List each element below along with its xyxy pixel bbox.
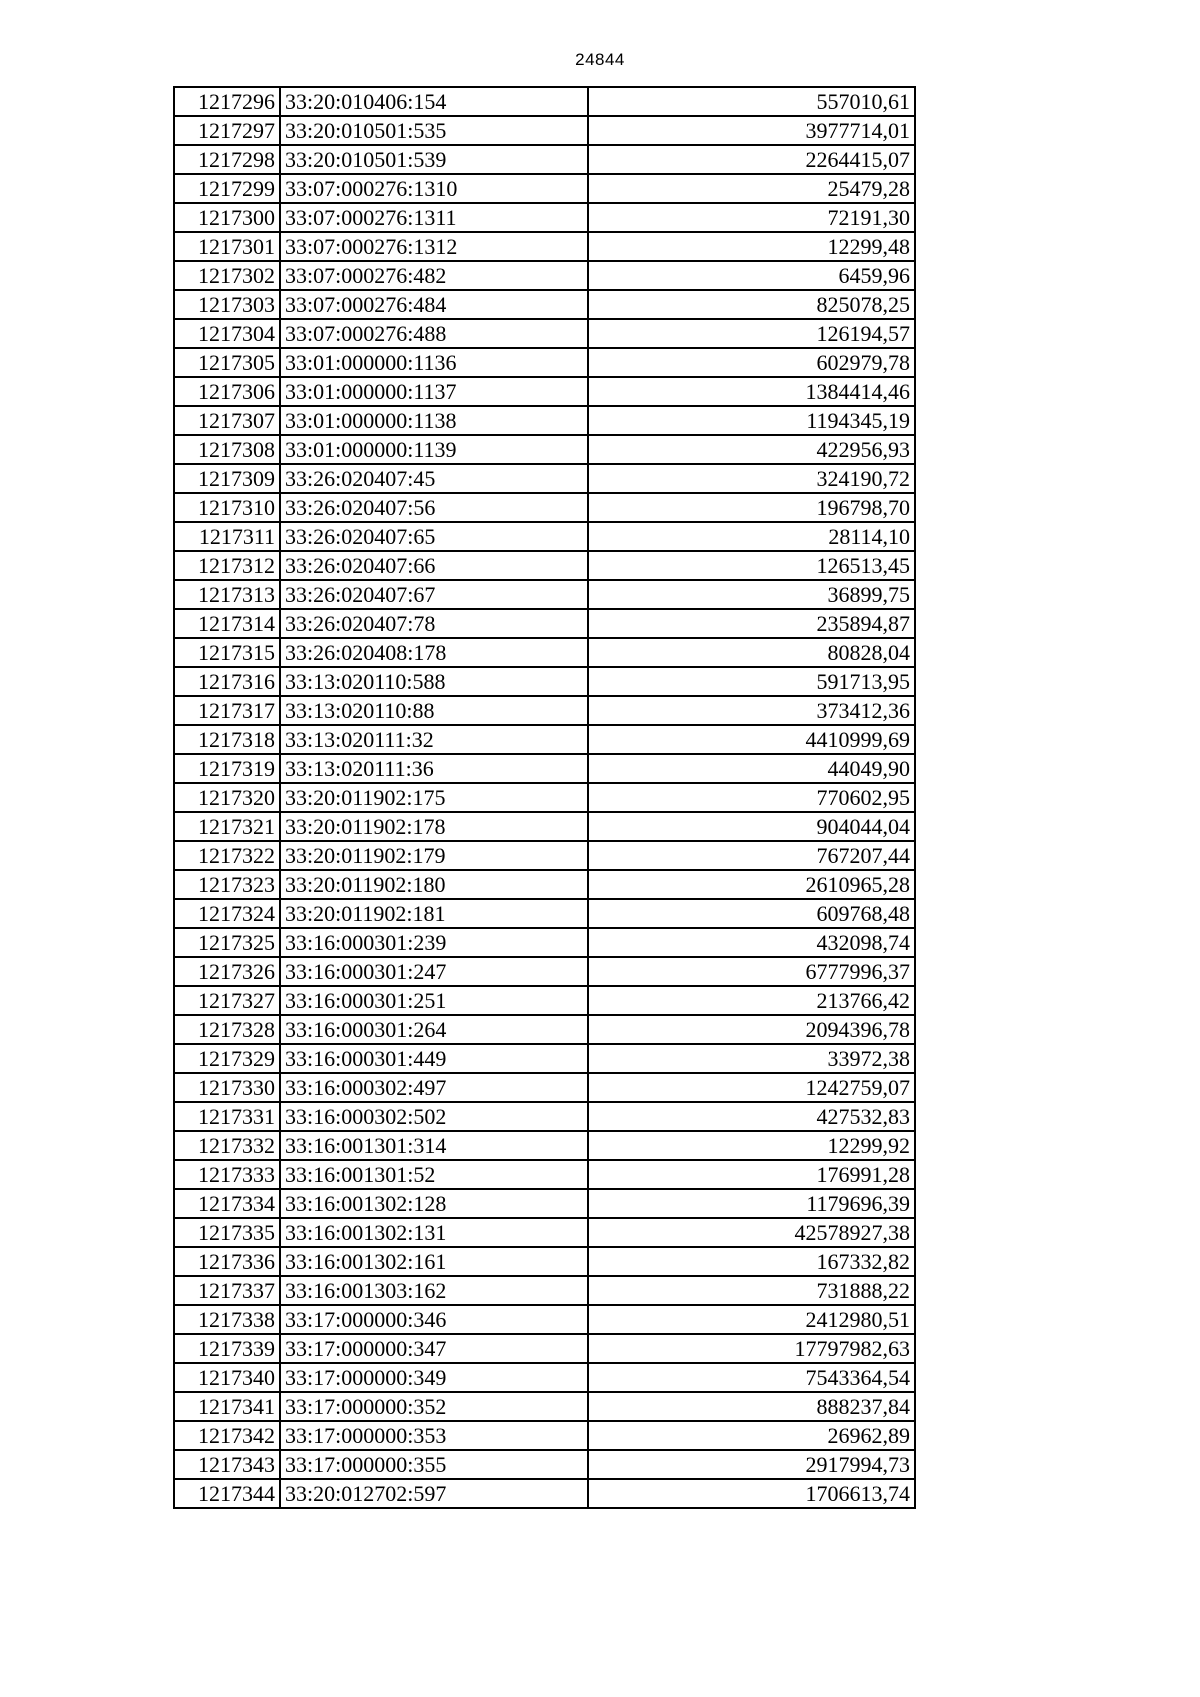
- row-id-cell: 1217312: [174, 551, 280, 580]
- cadastral-value-cell: 72191,30: [588, 203, 915, 232]
- table-row: [174, 116, 915, 145]
- table-row: [174, 319, 915, 348]
- row-id-cell: 1217328: [174, 1015, 280, 1044]
- cadastral-number-cell: 33:07:000276:1310: [280, 174, 588, 203]
- cadastral-number-cell: 33:20:011902:178: [280, 812, 588, 841]
- cadastral-value-cell: 36899,75: [588, 580, 915, 609]
- table-row: [174, 986, 915, 1015]
- row-id-cell: 1217317: [174, 696, 280, 725]
- row-id-cell: 1217343: [174, 1450, 280, 1479]
- cadastral-value-cell: 609768,48: [588, 899, 915, 928]
- table-row: [174, 580, 915, 609]
- table-row: [174, 1421, 915, 1450]
- cadastral-number-cell: 33:20:010501:535: [280, 116, 588, 145]
- cadastral-value-cell: 1242759,07: [588, 1073, 915, 1102]
- row-id-cell: 1217305: [174, 348, 280, 377]
- table-row: [174, 232, 915, 261]
- cadastral-number-cell: 33:20:011902:180: [280, 870, 588, 899]
- cadastral-value-cell: 432098,74: [588, 928, 915, 957]
- cadastral-value-cell: 767207,44: [588, 841, 915, 870]
- table-row: [174, 493, 915, 522]
- cadastral-number-cell: 33:01:000000:1136: [280, 348, 588, 377]
- cadastral-number-cell: 33:16:001301:52: [280, 1160, 588, 1189]
- cadastral-value-cell: 126513,45: [588, 551, 915, 580]
- cadastral-value-cell: 904044,04: [588, 812, 915, 841]
- table-row: [174, 609, 915, 638]
- cadastral-value-cell: 2917994,73: [588, 1450, 915, 1479]
- cadastral-value-cell: 80828,04: [588, 638, 915, 667]
- table-row: [174, 1363, 915, 1392]
- table-row: [174, 87, 915, 116]
- row-id-cell: 1217330: [174, 1073, 280, 1102]
- cadastral-number-cell: 33:13:020111:32: [280, 725, 588, 754]
- row-id-cell: 1217321: [174, 812, 280, 841]
- cadastral-value-cell: 4410999,69: [588, 725, 915, 754]
- table-row: [174, 957, 915, 986]
- cadastral-number-cell: 33:26:020407:66: [280, 551, 588, 580]
- cadastral-number-cell: 33:16:000302:502: [280, 1102, 588, 1131]
- row-id-cell: 1217300: [174, 203, 280, 232]
- table-row: [174, 1102, 915, 1131]
- table-row: [174, 783, 915, 812]
- cadastral-number-cell: 33:01:000000:1139: [280, 435, 588, 464]
- cadastral-number-cell: 33:17:000000:352: [280, 1392, 588, 1421]
- table-row: [174, 754, 915, 783]
- row-id-cell: 1217331: [174, 1102, 280, 1131]
- row-id-cell: 1217309: [174, 464, 280, 493]
- cadastral-value-cell: 373412,36: [588, 696, 915, 725]
- table-row: [174, 348, 915, 377]
- table-row: [174, 696, 915, 725]
- cadastral-number-cell: 33:13:020111:36: [280, 754, 588, 783]
- cadastral-number-cell: 33:17:000000:353: [280, 1421, 588, 1450]
- cadastral-value-cell: 2094396,78: [588, 1015, 915, 1044]
- row-id-cell: 1217336: [174, 1247, 280, 1276]
- table-row: [174, 377, 915, 406]
- cadastral-number-cell: 33:26:020407:78: [280, 609, 588, 638]
- row-id-cell: 1217308: [174, 435, 280, 464]
- row-id-cell: 1217338: [174, 1305, 280, 1334]
- table-row: [174, 203, 915, 232]
- row-id-cell: 1217306: [174, 377, 280, 406]
- row-id-cell: 1217304: [174, 319, 280, 348]
- cadastral-number-cell: 33:13:020110:588: [280, 667, 588, 696]
- cadastral-number-cell: 33:26:020407:45: [280, 464, 588, 493]
- cadastral-number-cell: 33:26:020407:67: [280, 580, 588, 609]
- row-id-cell: 1217320: [174, 783, 280, 812]
- cadastral-value-cell: 33972,38: [588, 1044, 915, 1073]
- table-row: [174, 290, 915, 319]
- cadastral-number-cell: 33:26:020407:56: [280, 493, 588, 522]
- table-row: [174, 928, 915, 957]
- cadastral-number-cell: 33:16:001303:162: [280, 1276, 588, 1305]
- table-row: [174, 638, 915, 667]
- table-row: [174, 899, 915, 928]
- row-id-cell: 1217324: [174, 899, 280, 928]
- cadastral-value-cell: 213766,42: [588, 986, 915, 1015]
- table-row: [174, 1189, 915, 1218]
- cadastral-number-cell: 33:17:000000:349: [280, 1363, 588, 1392]
- page-number: 24844: [575, 50, 625, 69]
- cadastral-value-cell: 167332,82: [588, 1247, 915, 1276]
- table-row: [174, 145, 915, 174]
- cadastral-number-cell: 33:16:001302:161: [280, 1247, 588, 1276]
- table-row: [174, 667, 915, 696]
- row-id-cell: 1217334: [174, 1189, 280, 1218]
- row-id-cell: 1217329: [174, 1044, 280, 1073]
- table-body: [174, 87, 915, 1508]
- cadastral-number-cell: 33:01:000000:1138: [280, 406, 588, 435]
- row-id-cell: 1217340: [174, 1363, 280, 1392]
- cadastral-value-cell: 1706613,74: [588, 1479, 915, 1508]
- table-row: [174, 261, 915, 290]
- cadastral-number-cell: 33:16:000301:449: [280, 1044, 588, 1073]
- cadastral-value-cell: 602979,78: [588, 348, 915, 377]
- cadastral-number-cell: 33:07:000276:1311: [280, 203, 588, 232]
- row-id-cell: 1217323: [174, 870, 280, 899]
- cadastral-number-cell: 33:16:000301:251: [280, 986, 588, 1015]
- cadastral-value-cell: 2610965,28: [588, 870, 915, 899]
- row-id-cell: 1217341: [174, 1392, 280, 1421]
- cadastral-number-cell: 33:17:000000:347: [280, 1334, 588, 1363]
- cadastral-value-cell: 1179696,39: [588, 1189, 915, 1218]
- cadastral-value-cell: 17797982,63: [588, 1334, 915, 1363]
- cadastral-value-cell: 731888,22: [588, 1276, 915, 1305]
- table-row: [174, 1305, 915, 1334]
- cadastral-number-cell: 33:16:000301:247: [280, 957, 588, 986]
- row-id-cell: 1217310: [174, 493, 280, 522]
- cadastral-value-cell: 557010,61: [588, 87, 915, 116]
- cadastral-value-cell: 196798,70: [588, 493, 915, 522]
- row-id-cell: 1217339: [174, 1334, 280, 1363]
- row-id-cell: 1217297: [174, 116, 280, 145]
- row-id-cell: 1217344: [174, 1479, 280, 1508]
- table-row: [174, 725, 915, 754]
- table-row: [174, 1450, 915, 1479]
- table-row: [174, 812, 915, 841]
- cadastral-number-cell: 33:20:011902:179: [280, 841, 588, 870]
- cadastral-number-cell: 33:26:020407:65: [280, 522, 588, 551]
- table-row: [174, 1131, 915, 1160]
- row-id-cell: 1217342: [174, 1421, 280, 1450]
- table-row: [174, 1392, 915, 1421]
- cadastral-value-cell: 1194345,19: [588, 406, 915, 435]
- cadastral-value-cell: 2412980,51: [588, 1305, 915, 1334]
- table-row: [174, 1276, 915, 1305]
- cadastral-value-cell: 25479,28: [588, 174, 915, 203]
- row-id-cell: 1217335: [174, 1218, 280, 1247]
- row-id-cell: 1217319: [174, 754, 280, 783]
- cadastral-value-cell: 6459,96: [588, 261, 915, 290]
- cadastral-number-cell: 33:16:000301:264: [280, 1015, 588, 1044]
- row-id-cell: 1217303: [174, 290, 280, 319]
- table-row: [174, 1160, 915, 1189]
- cadastral-number-cell: 33:16:000301:239: [280, 928, 588, 957]
- row-id-cell: 1217313: [174, 580, 280, 609]
- cadastral-value-cell: 176991,28: [588, 1160, 915, 1189]
- cadastral-number-cell: 33:26:020408:178: [280, 638, 588, 667]
- cadastral-value-cell: 26962,89: [588, 1421, 915, 1450]
- cadastral-value-cell: 12299,92: [588, 1131, 915, 1160]
- row-id-cell: 1217333: [174, 1160, 280, 1189]
- row-id-cell: 1217298: [174, 145, 280, 174]
- table-row: [174, 1479, 915, 1508]
- table-row: [174, 841, 915, 870]
- cadastral-number-cell: 33:20:012702:597: [280, 1479, 588, 1508]
- cadastral-value-cell: 324190,72: [588, 464, 915, 493]
- table-row: [174, 1247, 915, 1276]
- cadastral-number-cell: 33:17:000000:346: [280, 1305, 588, 1334]
- cadastral-number-cell: 33:17:000000:355: [280, 1450, 588, 1479]
- row-id-cell: 1217314: [174, 609, 280, 638]
- table-row: [174, 406, 915, 435]
- cadastral-value-cell: 126194,57: [588, 319, 915, 348]
- row-id-cell: 1217302: [174, 261, 280, 290]
- table-row: [174, 522, 915, 551]
- cadastral-value-cell: 770602,95: [588, 783, 915, 812]
- table-row: [174, 1073, 915, 1102]
- cadastral-number-cell: 33:20:010406:154: [280, 87, 588, 116]
- table-row: [174, 1218, 915, 1247]
- row-id-cell: 1217327: [174, 986, 280, 1015]
- cadastral-value-cell: 427532,83: [588, 1102, 915, 1131]
- cadastral-value-cell: 1384414,46: [588, 377, 915, 406]
- row-id-cell: 1217322: [174, 841, 280, 870]
- cadastral-value-cell: 7543364,54: [588, 1363, 915, 1392]
- cadastral-value-table: [173, 86, 916, 1509]
- cadastral-value-cell: 888237,84: [588, 1392, 915, 1421]
- cadastral-number-cell: 33:13:020110:88: [280, 696, 588, 725]
- row-id-cell: 1217332: [174, 1131, 280, 1160]
- cadastral-number-cell: 33:20:011902:181: [280, 899, 588, 928]
- row-id-cell: 1217299: [174, 174, 280, 203]
- row-id-cell: 1217301: [174, 232, 280, 261]
- table-row: [174, 1044, 915, 1073]
- cadastral-number-cell: 33:16:000302:497: [280, 1073, 588, 1102]
- row-id-cell: 1217311: [174, 522, 280, 551]
- cadastral-value-cell: 422956,93: [588, 435, 915, 464]
- table-row: [174, 464, 915, 493]
- row-id-cell: 1217325: [174, 928, 280, 957]
- table-row: [174, 174, 915, 203]
- cadastral-value-cell: 42578927,38: [588, 1218, 915, 1247]
- cadastral-value-cell: 591713,95: [588, 667, 915, 696]
- cadastral-number-cell: 33:01:000000:1137: [280, 377, 588, 406]
- row-id-cell: 1217296: [174, 87, 280, 116]
- cadastral-number-cell: 33:07:000276:482: [280, 261, 588, 290]
- cadastral-value-cell: 12299,48: [588, 232, 915, 261]
- table-row: [174, 1015, 915, 1044]
- cadastral-value-cell: 825078,25: [588, 290, 915, 319]
- cadastral-value-cell: 44049,90: [588, 754, 915, 783]
- row-id-cell: 1217307: [174, 406, 280, 435]
- cadastral-number-cell: 33:07:000276:488: [280, 319, 588, 348]
- cadastral-number-cell: 33:20:010501:539: [280, 145, 588, 174]
- table-row: [174, 435, 915, 464]
- table-row: [174, 870, 915, 899]
- cadastral-number-cell: 33:16:001302:131: [280, 1218, 588, 1247]
- cadastral-value-cell: 3977714,01: [588, 116, 915, 145]
- row-id-cell: 1217315: [174, 638, 280, 667]
- cadastral-number-cell: 33:20:011902:175: [280, 783, 588, 812]
- cadastral-value-cell: 2264415,07: [588, 145, 915, 174]
- cadastral-number-cell: 33:16:001302:128: [280, 1189, 588, 1218]
- cadastral-number-cell: 33:07:000276:1312: [280, 232, 588, 261]
- row-id-cell: 1217318: [174, 725, 280, 754]
- table-row: [174, 551, 915, 580]
- cadastral-number-cell: 33:16:001301:314: [280, 1131, 588, 1160]
- row-id-cell: 1217326: [174, 957, 280, 986]
- cadastral-value-cell: 28114,10: [588, 522, 915, 551]
- table-row: [174, 1334, 915, 1363]
- row-id-cell: 1217316: [174, 667, 280, 696]
- cadastral-value-cell: 235894,87: [588, 609, 915, 638]
- cadastral-value-cell: 6777996,37: [588, 957, 915, 986]
- cadastral-number-cell: 33:07:000276:484: [280, 290, 588, 319]
- row-id-cell: 1217337: [174, 1276, 280, 1305]
